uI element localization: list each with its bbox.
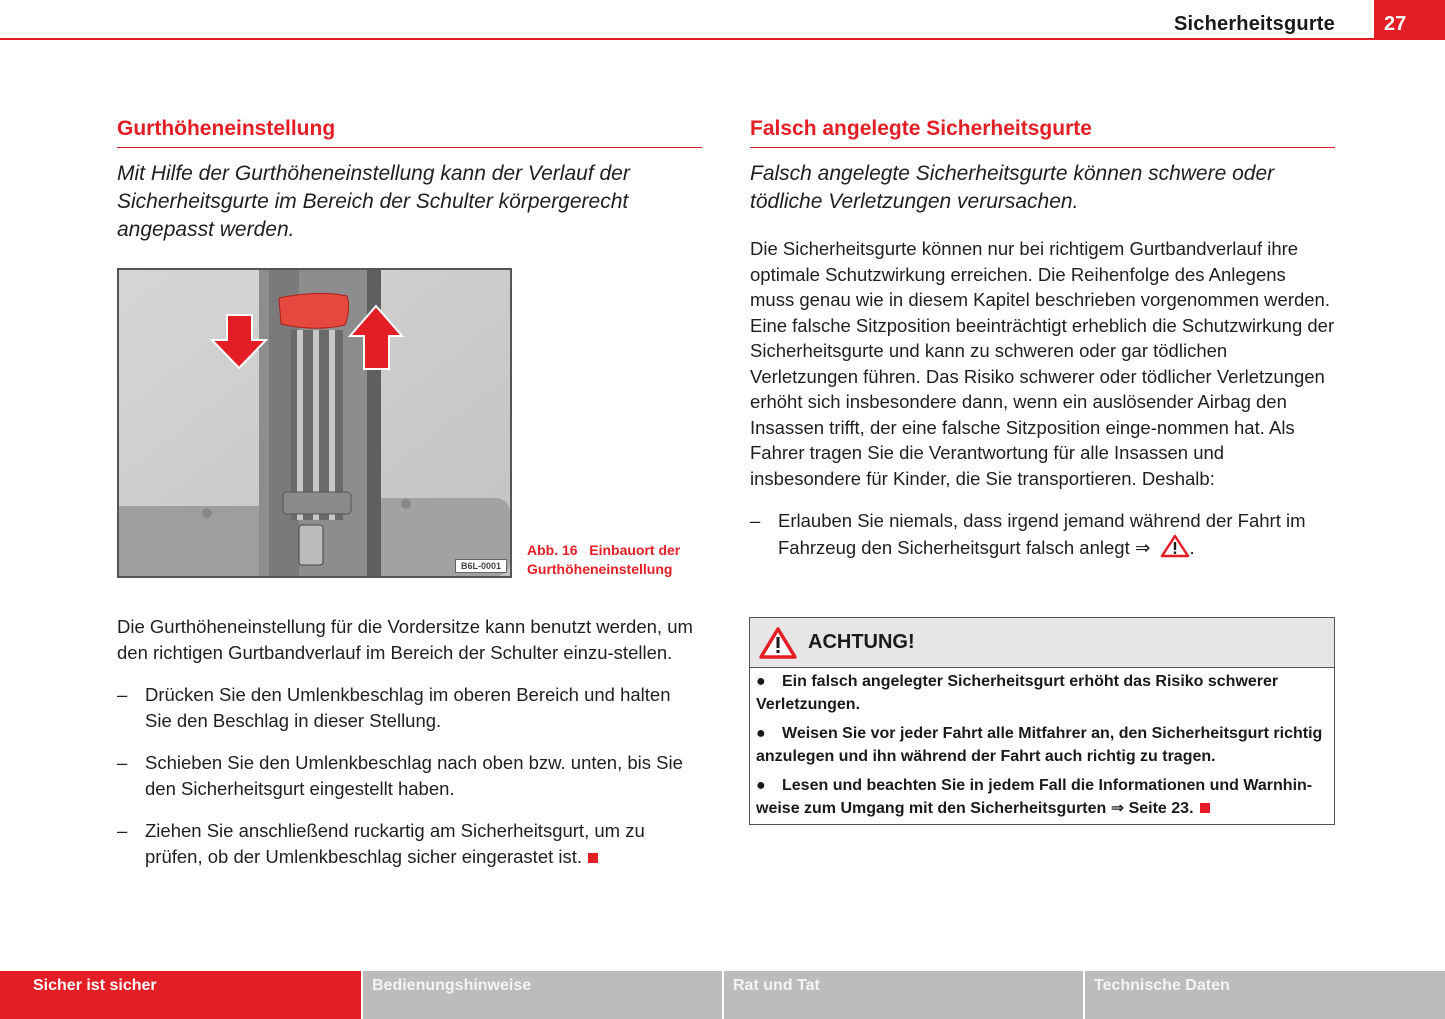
step-list: [117, 682, 702, 869]
lead-text: Mit Hilfe der Gurthöheneinstellung kann der Verlauf der Sicherheitsgurte im Bereich der Schulter körpergerecht angepasst werden.: [117, 162, 630, 241]
end-mark-icon: [588, 853, 598, 863]
belt-adjuster-illustration: [119, 270, 510, 576]
warning-triangle-icon[interactable]: [1160, 534, 1190, 558]
list-item: – Schieben Sie den Umlenkbeschlag nach oben bzw. unten, bis Sie den Sicherheitsgurt eingestellt haben.: [117, 752, 683, 799]
list-item: – Erlauben Sie niemals, dass irgend jemand während der Fahrt im Fahrzeug den Sicherheitsgurt falsch anlegt ⇒ .: [750, 510, 1306, 558]
warning-item: ● Ein falsch angelegter Sicherheitsgurt erhöht das Risiko schwerer Verletzungen.: [756, 673, 1279, 713]
warning-title: ACHTUNG!: [808, 631, 915, 653]
tab-rat-und-tat[interactable]: Rat und Tat: [724, 971, 1083, 1019]
intro-text: Die Gurthöheneinstellung für die Vordersitze kann benutzt werden, um den richtigen Gurtbandverlauf im Bereich der Schulter einzu-stellen.: [117, 616, 693, 663]
list-item: – Ziehen Sie anschließend ruckartig am Sicherheitsgurt, um zu prüfen, ob der Umlenkbeschlag sicher eingerastet ist.: [117, 820, 645, 867]
tab-sicher-ist-sicher[interactable]: Sicher ist sicher: [0, 971, 361, 1019]
warning-header: [750, 618, 1334, 668]
left-body: [117, 614, 702, 886]
tab-bedienungshinweise[interactable]: Bedienungshinweise: [363, 971, 722, 1019]
section-title-belt-height: Gurthöheneinstellung: [117, 115, 702, 148]
tab-technische-daten[interactable]: Technische Daten: [1085, 971, 1445, 1019]
chapter-tabs: [0, 971, 1445, 1019]
figure-belt-height-adjuster: [117, 268, 512, 578]
header-rule: [0, 38, 1374, 40]
figure-caption-label: Abb. 16: [527, 542, 578, 558]
right-column: [750, 115, 1335, 577]
end-mark-icon: [1200, 803, 1210, 813]
figure-caption-text: Einbauort der Gurthöheneinstellung: [527, 542, 681, 577]
page-number: 27: [1374, 0, 1445, 40]
figure-code: B6L-0001: [455, 559, 507, 573]
figure-caption: [527, 541, 707, 579]
warning-box: [749, 617, 1335, 825]
step-list: [750, 508, 1335, 560]
chapter-title: Sicherheitsgurte: [1173, 13, 1335, 35]
warning-item: ● Weisen Sie vor jeder Fahrt alle Mitfahrer an, den Sicherheitsgurt richtig anzulegen und ihn während der Fahrt auch richtig zu tragen.: [756, 725, 1323, 765]
section-title-incorrect-belts: Falsch angelegte Sicherheitsgurte: [750, 115, 1335, 148]
left-column: [117, 115, 702, 244]
body-text: Die Sicherheitsgurte können nur bei richtigem Gurtbandverlauf ihre optimale Schutzwirkung erreichen. Die Reihenfolge des Anlegens muss genau wie in diesem Kapitel beschrieben vorgenommen werden. Eine falsche Sitzposition beeinträchtigt erheblich die Schutzwirkung der Sicherheitsgurte und kann zu schweren oder gar tödlichen Verletzungen führen. Das Risiko schwerer oder tödlicher Verletzungen erhöht sich insbesondere dann, wenn ein auslösender Airbag den Insassen trifft, der eine falsche Sitzposition einge-nommen hat. Als Fahrer tragen Sie die Verantwortung für alle Insassen und insbesondere für Kinder, die Sie transportieren. Deshalb:: [750, 238, 1335, 489]
lead-text: Falsch angelegte Sicherheitsgurte können schwere oder tödliche Verletzungen verursachen.: [750, 162, 1275, 213]
list-item: – Drücken Sie den Umlenkbeschlag im oberen Bereich und halten Sie den Beschlag in dieser Stellung.: [117, 684, 671, 731]
warning-item: ● Lesen und beachten Sie in jedem Fall die Informationen und Warnhin-weise zum Umgang mit den Sicherheitsgurten ⇒ Seite 23.: [756, 777, 1313, 817]
warning-body: [750, 668, 1334, 824]
warning-triangle-icon: [758, 626, 798, 660]
